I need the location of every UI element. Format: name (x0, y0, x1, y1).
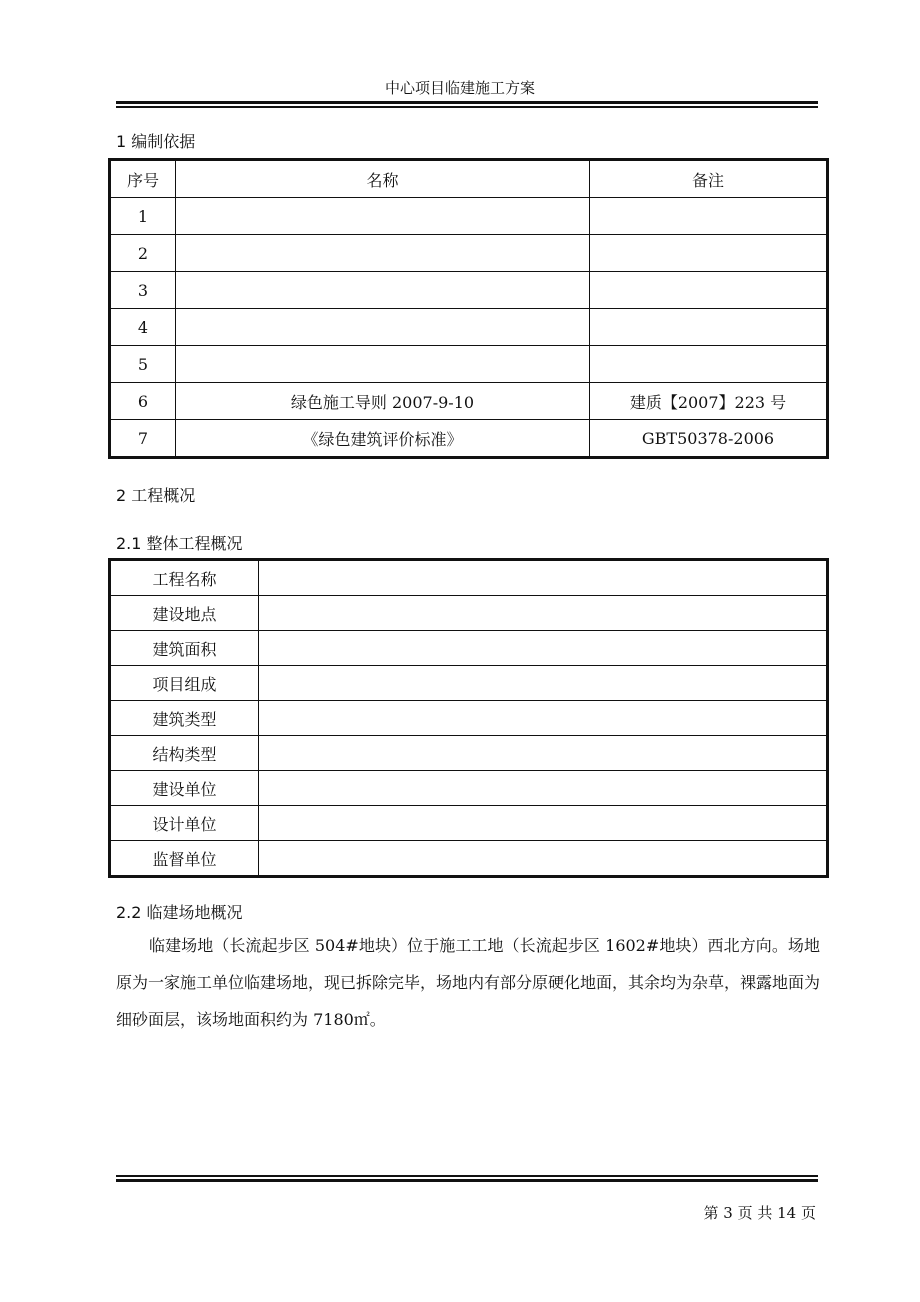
overview-value (259, 806, 828, 841)
section-1-heading: 1 编制依据 (116, 132, 196, 151)
overview-value (259, 701, 828, 736)
column-header-remark: 备注 (590, 160, 828, 198)
table-row (110, 309, 828, 346)
overview-value (259, 841, 828, 877)
table-row (110, 235, 828, 272)
overview-label: 工程名称 (110, 560, 259, 596)
overview-value (259, 771, 828, 806)
row-remark (590, 272, 828, 309)
overview-label: 建筑面积 (110, 631, 259, 666)
overview-value (259, 666, 828, 701)
project-overview-table (108, 558, 829, 878)
overview-label: 设计单位 (110, 806, 259, 841)
row-name (176, 346, 590, 383)
table-row (110, 701, 828, 736)
column-header-name: 名称 (176, 160, 590, 198)
row-remark (590, 235, 828, 272)
section-2-1-heading: 2.1 整体工程概况 (116, 534, 243, 553)
overview-value (259, 631, 828, 666)
overview-label: 结构类型 (110, 736, 259, 771)
header-double-rule (116, 101, 818, 109)
table-row (110, 806, 828, 841)
section-2-heading: 2 工程概况 (116, 486, 196, 505)
overview-label: 建设地点 (110, 596, 259, 631)
basis-table-header-row (110, 160, 828, 198)
row-name (176, 198, 590, 235)
table-row (110, 771, 828, 806)
row-name (176, 272, 590, 309)
row-number: 1 (110, 198, 176, 235)
overview-value (259, 596, 828, 631)
table-row (110, 383, 828, 420)
table-row (110, 272, 828, 309)
row-name (176, 235, 590, 272)
row-number: 6 (110, 383, 176, 420)
row-name: 《绿色建筑评价标准》 (176, 420, 590, 458)
row-remark (590, 309, 828, 346)
overview-label: 建筑类型 (110, 701, 259, 736)
site-overview-paragraph: 临建场地（长流起步区 504#地块）位于施工工地（长流起步区 1602#地块）西北方向。场地原为一家施工单位临建场地，现已拆除完毕，场地内有部分原硬化地面，其余均为杂草，裸露地面为细砂面层，该场地面积约为 7180㎡。 (116, 936, 821, 1029)
table-row (110, 841, 828, 877)
overview-label: 建设单位 (110, 771, 259, 806)
overview-value (259, 560, 828, 596)
table-row (110, 420, 828, 458)
table-row (110, 346, 828, 383)
section-2-2-heading: 2.2 临建场地概况 (116, 903, 243, 922)
row-remark (590, 198, 828, 235)
overview-label: 监督单位 (110, 841, 259, 877)
row-remark: 建质【2007】223 号 (590, 383, 828, 420)
row-remark: GBT50378-2006 (590, 420, 828, 458)
table-row (110, 736, 828, 771)
footer-double-rule (116, 1175, 818, 1183)
row-number: 2 (110, 235, 176, 272)
page-number: 第 3 页 共 14 页 (703, 1204, 816, 1222)
row-number: 5 (110, 346, 176, 383)
table-row (110, 631, 828, 666)
row-number: 3 (110, 272, 176, 309)
row-name: 绿色施工导则 2007-9-10 (176, 383, 590, 420)
overview-label: 项目组成 (110, 666, 259, 701)
table-row (110, 596, 828, 631)
basis-table (108, 158, 829, 459)
page-header-title: 中心项目临建施工方案 (384, 79, 535, 97)
table-row (110, 560, 828, 596)
row-name (176, 309, 590, 346)
column-header-no: 序号 (110, 160, 176, 198)
table-row (110, 666, 828, 701)
row-number: 7 (110, 420, 176, 458)
overview-value (259, 736, 828, 771)
row-number: 4 (110, 309, 176, 346)
row-remark (590, 346, 828, 383)
table-row (110, 198, 828, 235)
